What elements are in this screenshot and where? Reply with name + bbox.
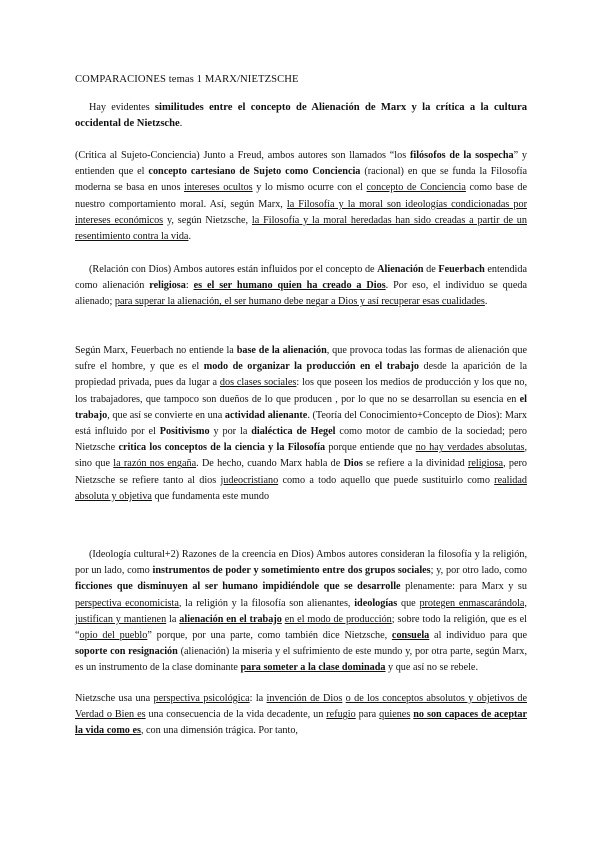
text-span: como motor de cambio de la sociedad; pero Nietzsche (75, 426, 527, 454)
paragraph-sujeto-conciencia (75, 148, 527, 245)
text-span: y por la (209, 426, 252, 438)
text-span: y que así no se rebele. (385, 662, 479, 674)
paragraph-marx-feuerbach (75, 343, 527, 505)
underlined-phrase: perspectiva economicista (75, 597, 179, 609)
text-span: (racional) en que se funda la Filosofía moderna se basa en unos (75, 166, 527, 194)
text-span: (alienación) la miseria y el sufrimiento de este mundo y, por otra parte, según Marx, es un instrumento de la clase dominante (75, 646, 527, 674)
underlined-phrase: concepto de Conciencia (366, 182, 466, 194)
bold-phrase: concepto cartesiano de Sujeto como Conciencia (148, 166, 361, 178)
paragraph-relacion-dios (75, 262, 527, 311)
underlined-phrase: perspectiva psicológica (153, 693, 250, 704)
paragraph-intro (75, 100, 527, 132)
underlined-phrase: para superar la alienación, el ser humano debe negar a Dios y así recuperar esas cualidades (114, 296, 485, 308)
text-span: entendida como alienación (75, 264, 527, 292)
bold-underlined-phrase: es el ser humano quien ha creado a Dios (193, 280, 386, 292)
text-span: que (397, 597, 420, 609)
text-span: : los que poseen los medios de producción y los que no, los trabajadores, que tampoco son dueños de lo que producen , por lo que no se desarrollan su esencia en (75, 377, 527, 405)
bold-phrase: el trabajo (75, 393, 527, 421)
underlined-phrase: refugio (326, 709, 356, 721)
text-span: . (188, 231, 191, 243)
text-span: y lo mismo ocurre con el (252, 182, 367, 194)
underlined-phrase: no hay verdades absolutas (415, 442, 525, 454)
underlined-phrase: en el modo de producción (284, 613, 392, 625)
bold-underlined-phrase: alienación en el trabajo (179, 613, 282, 625)
text-span: , que provoca todas las formas de alienación que sufre el hombre, y que es el (75, 345, 527, 373)
text-span: : la (249, 693, 267, 704)
bold-phrase: soporte con resignación (75, 646, 178, 658)
text-span: porque entiende que (325, 442, 416, 454)
text-span: . De hecho, cuando Marx habla de (196, 458, 344, 470)
bold-underlined-phrase: consuela (391, 630, 430, 642)
bold-phrase: critica los conceptos de la ciencia y la Filosofía (118, 442, 326, 454)
bold-phrase: Positivismo (159, 426, 210, 438)
document-title: COMPARACIONES temas 1 MARX/NIETZSCHE (75, 74, 299, 85)
bold-phrase: modo de organizar la producción en el trabajo (203, 361, 419, 373)
text-span: que fundamenta este mundo (151, 490, 270, 502)
text-span: , pero Nietzsche se refiere tanto al dios (75, 458, 527, 486)
text-span: como a todo aquello que puede sustituirlo como (278, 474, 495, 486)
underlined-phrase: la Filosofía y la moral son ideologías condicionadas por intereses económicos (75, 198, 527, 226)
text-span: Hay evidentes (89, 102, 155, 113)
bold-phrase: Feuerbach (438, 264, 485, 275)
text-span: . Por eso, el individuo se queda alienado; (75, 280, 527, 308)
bold-phrase: similitudes entre el concepto de Alienación de Marx y la crítica a la cultura occidental de Nietzsche (75, 102, 527, 130)
text-span: , la religión y la filosofía son alienantes, (178, 597, 355, 609)
text-span: (Critica al Sujeto-Conciencia) Junto a Freud, ambos autores son llamados “los (75, 150, 410, 161)
text-span: (Ideología cultural+2) Razones de la creencia en Dios) Ambos autores consideran la filosofía y la religión, por un lado, como (75, 549, 527, 577)
bold-underlined-phrase: para someter a la clase dominada (240, 662, 386, 674)
underlined-phrase: opio del pueblo (79, 630, 148, 642)
text-span: , con una dimensión trágica. Por tanto, (140, 725, 298, 737)
bold-phrase: base de la alienación (236, 345, 327, 356)
text-span: (Relación con Dios) Ambos autores están influidos por el concepto de (89, 264, 378, 275)
bold-phrase: instrumentos de poder y sometimiento entre dos grupos sociales (152, 565, 431, 577)
bold-phrase: Dios (343, 458, 363, 470)
text-span: Según Marx, Feuerbach no entiende la (75, 345, 237, 356)
text-span: , que así se convierte en una (107, 409, 225, 421)
text-span: . (Teoría del Conocimiento+Concepto de Dios): Marx está influido por el (75, 409, 527, 438)
text-span: ” y entienden que el (75, 150, 527, 178)
text-span: y, según Nietzsche, (163, 214, 252, 226)
bold-underlined-phrase: no son capaces de aceptar la vida como es (75, 709, 527, 737)
underlined-phrase: realidad absoluta y objetiva (75, 474, 527, 502)
bold-phrase: ideologías (354, 597, 398, 609)
bold-phrase: Alienación (377, 264, 424, 275)
bold-phrase: filósofos de la sospecha (409, 150, 514, 161)
bold-phrase: ficciones que disminuyen al ser humano impidiéndole que se desarrolle (75, 581, 401, 593)
bold-phrase: actividad alienante (224, 409, 308, 421)
underlined-phrase: quienes (379, 709, 411, 721)
underlined-phrase: la Filosofía y la moral heredadas han sido creadas a partir de un resentimiento contra la vida (75, 214, 527, 243)
text-span: la (166, 613, 180, 625)
underlined-phrase: judeocristiano (220, 474, 279, 486)
text-span: Nietzsche usa una (75, 693, 154, 704)
text-span: ; sobre todo la religión, que es el “ (75, 613, 527, 642)
paragraph-nietzsche-psicologica (75, 691, 527, 740)
text-span: . (179, 118, 183, 130)
text-span: se refiere a la divinidad (362, 458, 468, 470)
bold-phrase: dialéctica de Hegel (251, 426, 336, 438)
underlined-phrase: religiosa (467, 458, 504, 470)
text-span: una consecuencia de la vida decadente, un (145, 709, 327, 721)
bold-phrase: religiosa (149, 280, 186, 292)
text-span: de (423, 264, 439, 275)
underlined-phrase: invención de Dios (266, 693, 343, 704)
paragraph-ideologia-cultural (75, 547, 527, 677)
text-span: ” porque, por una parte, como también dice Nietzsche, (147, 630, 392, 642)
underlined-phrase: protegen enmascarándola, justifican y mantienen (75, 597, 527, 625)
underlined-phrase: intereses ocultos (183, 182, 253, 194)
text-span: para (355, 709, 380, 721)
text-span: ; y, por otro lado, como (430, 565, 527, 577)
text-span: desde la aparición de la propiedad privada, pues da lugar a (75, 361, 528, 389)
text-span: plenamente: para Marx y su (400, 581, 527, 593)
text-span: . (484, 296, 488, 308)
text-span: como base de nuestro comportamiento moral. Así, según Marx, (75, 182, 527, 210)
text-span: : (185, 280, 194, 292)
underlined-phrase: dos clases sociales (219, 377, 297, 389)
underlined-phrase: la razón nos engaña (113, 458, 197, 470)
text-span: al individuo para que (429, 630, 527, 642)
underlined-phrase: o de los conceptos absolutos y objetivos de Verdad o Bien es (75, 693, 527, 721)
text-span: , sino que (75, 442, 528, 470)
